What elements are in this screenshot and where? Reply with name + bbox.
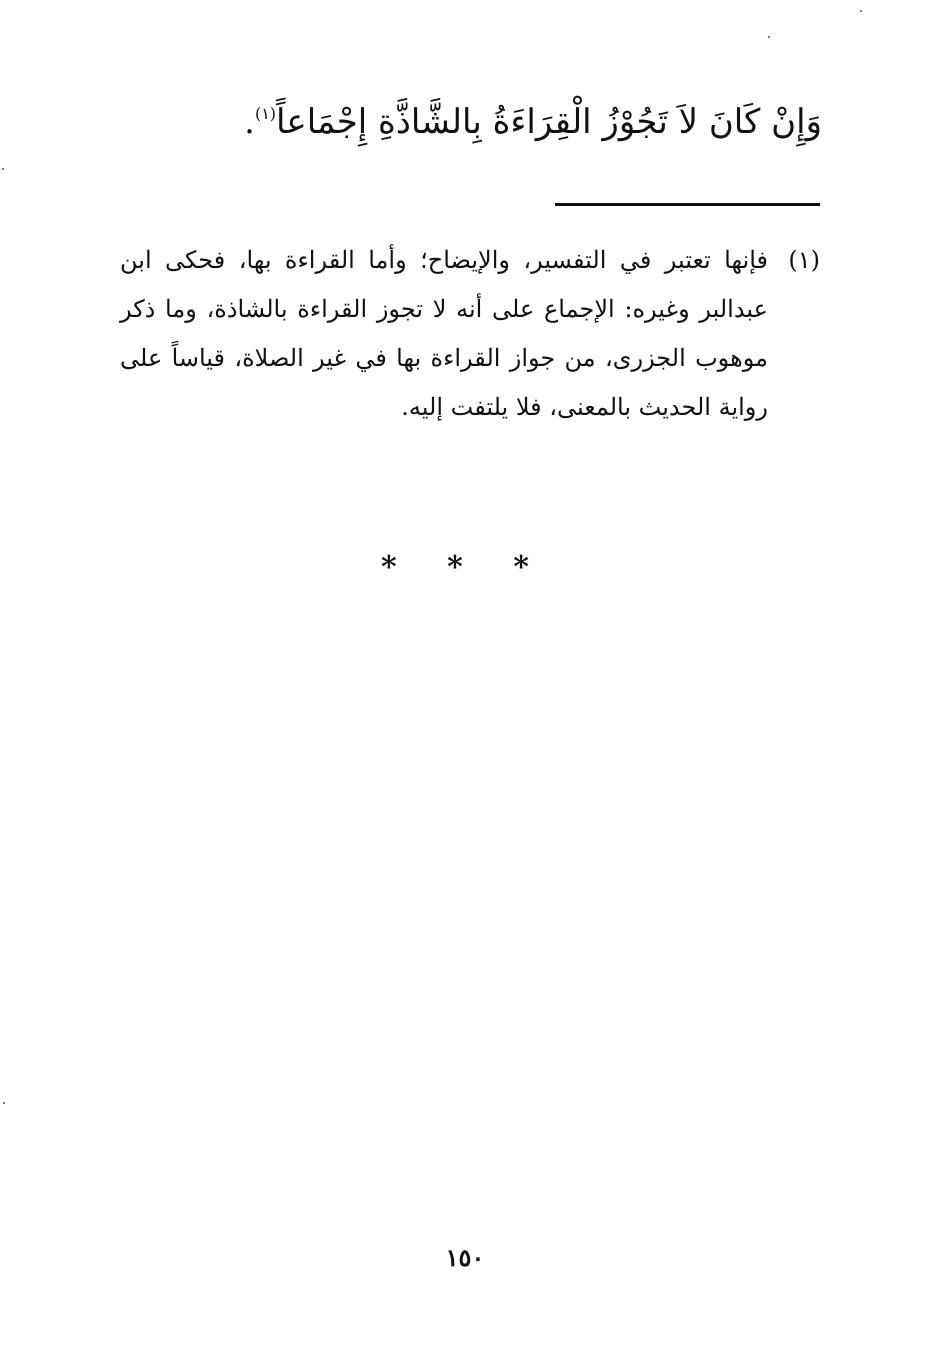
section-divider: * * * — [381, 550, 549, 585]
main-text: وَإِنْ كَانَ لاَ تَجُوْزُ الْقِرَاءَةُ بِالشَّاذَّةِ إِجْمَاعاً — [276, 102, 822, 142]
page-number: ١٥٠ — [445, 1243, 485, 1272]
main-text-period: . — [244, 102, 255, 142]
main-text-line — [244, 92, 822, 158]
footnote-text: فإنها تعتبر في التفسير، والإيضاح؛ وأما القراءة بها، فحكى ابن عبدالبر وغيره: الإجماع على أنه لا تجوز القراءة بالشاذة، وما ذكر موهوب الجزرى، من جواز القراءة بها في غير الصلاة، قياساً على رواية الحديث بالمعنى، فلا يلتفت إليه. — [120, 246, 768, 421]
footnote-number: (١) — [788, 246, 820, 274]
scan-speck — [860, 10, 862, 12]
footnote-separator — [555, 203, 820, 206]
scan-speck — [768, 36, 770, 38]
footnote — [120, 236, 820, 432]
footnote-reference[interactable]: (١) — [254, 104, 277, 123]
scan-speck — [2, 168, 4, 170]
scan-speck — [3, 1102, 5, 1104]
